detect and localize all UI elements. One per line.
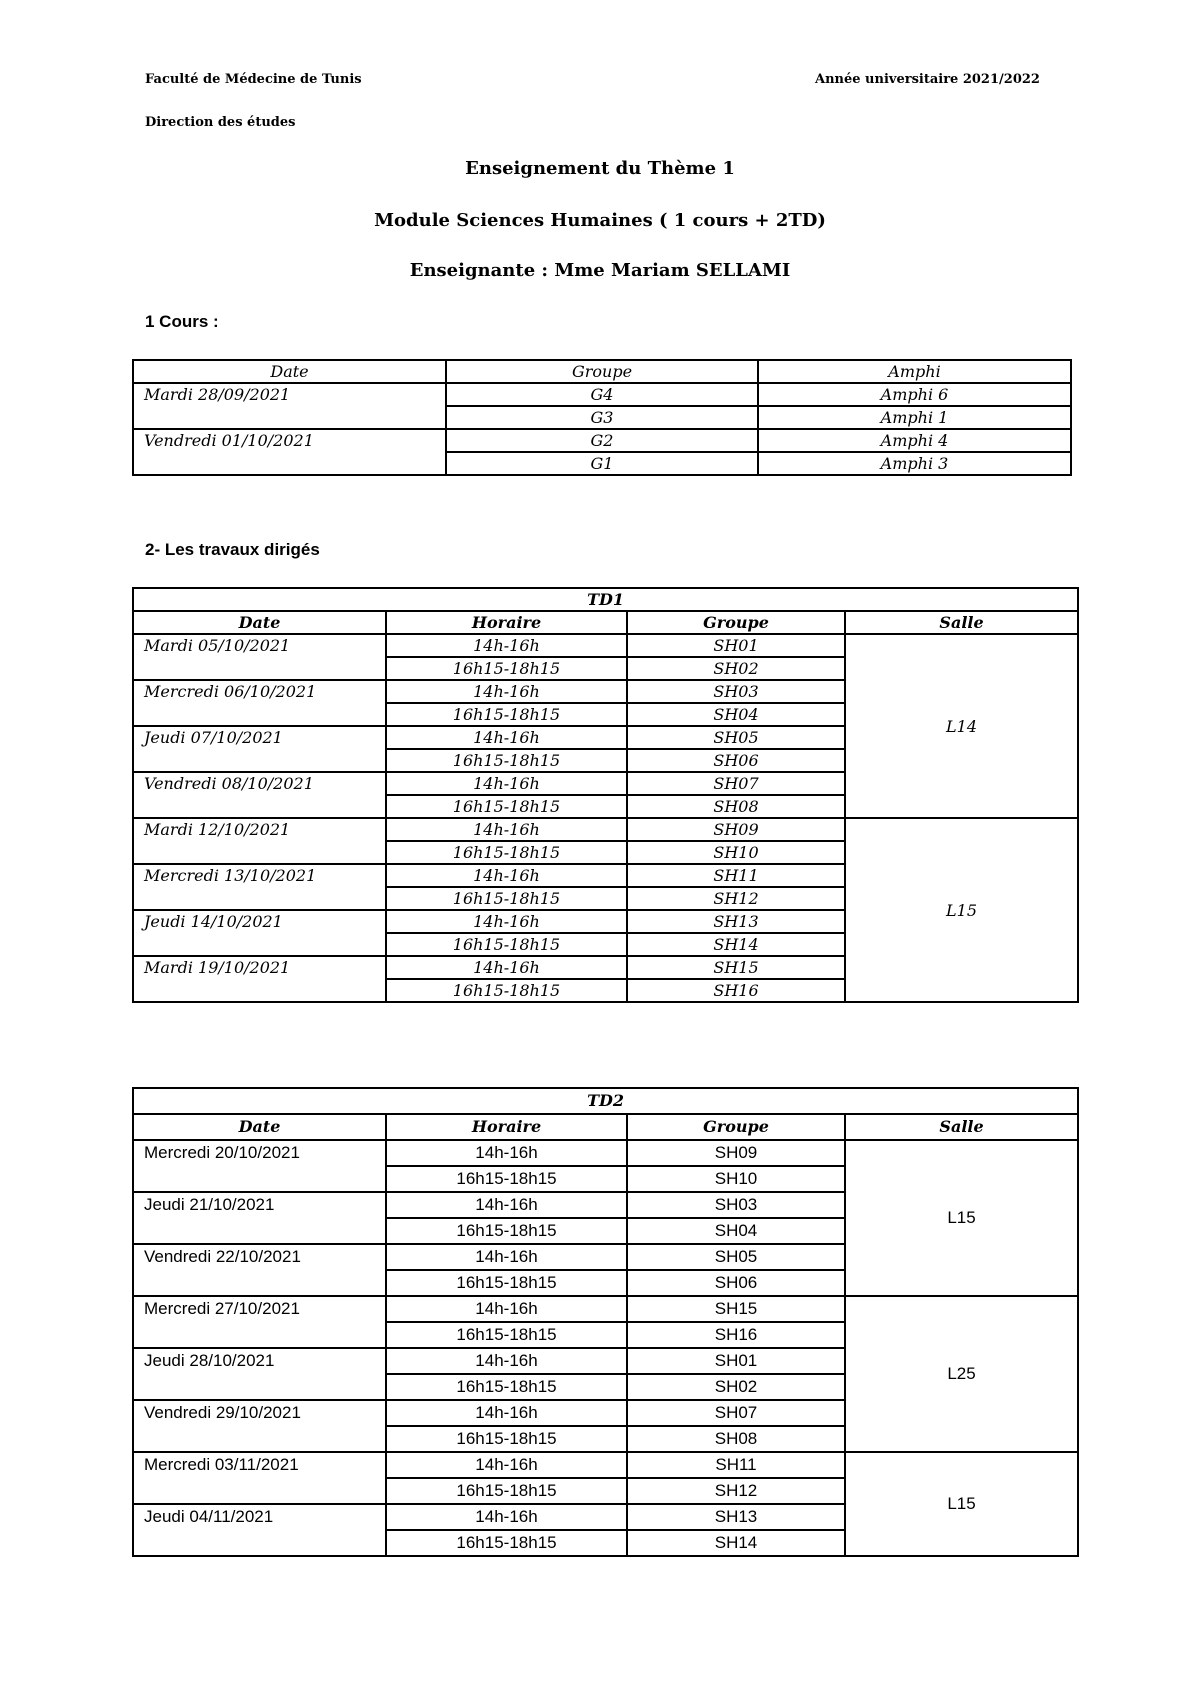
td-heading: 2- Les travaux dirigés: [145, 540, 320, 559]
horaire-cell: 14h-16h: [386, 1452, 627, 1478]
amphi-cell: Amphi 1: [758, 406, 1071, 429]
horaire-cell: 16h15-18h15: [386, 1478, 627, 1504]
groupe-cell: SH16: [627, 979, 845, 1002]
horaire-cell: 14h-16h: [386, 1348, 627, 1374]
date-cell: Mercredi 13/10/2021: [133, 864, 386, 910]
horaire-cell: 14h-16h: [386, 1244, 627, 1270]
horaire-cell: 16h15-18h15: [386, 841, 627, 864]
date-cell: Jeudi 04/11/2021: [133, 1504, 386, 1556]
date-cell: Vendredi 29/10/2021: [133, 1400, 386, 1452]
horaire-cell: 16h15-18h15: [386, 979, 627, 1002]
groupe-cell: SH13: [627, 1504, 845, 1530]
table-row: [133, 429, 1071, 452]
groupe-cell: SH04: [627, 1218, 845, 1244]
horaire-cell: 16h15-18h15: [386, 1374, 627, 1400]
groupe-cell: G1: [446, 452, 758, 475]
column-header: Groupe: [446, 360, 758, 383]
horaire-cell: 16h15-18h15: [386, 749, 627, 772]
column-header: Salle: [845, 611, 1078, 634]
groupe-cell: G3: [446, 406, 758, 429]
groupe-cell: SH04: [627, 703, 845, 726]
groupe-cell: SH09: [627, 1140, 845, 1166]
groupe-cell: SH03: [627, 1192, 845, 1218]
table-row: [133, 1140, 1078, 1166]
horaire-cell: 14h-16h: [386, 910, 627, 933]
groupe-cell: SH15: [627, 956, 845, 979]
horaire-cell: 14h-16h: [386, 726, 627, 749]
horaire-cell: 14h-16h: [386, 864, 627, 887]
td2-table: [132, 1087, 1079, 1557]
column-header: Groupe: [627, 1114, 845, 1140]
date-cell: Jeudi 07/10/2021: [133, 726, 386, 772]
table-row: [133, 1296, 1078, 1322]
theme-title: Enseignement du Thème 1: [465, 158, 735, 179]
date-cell: Vendredi 01/10/2021: [133, 429, 446, 475]
column-header: Date: [133, 1114, 386, 1140]
groupe-cell: SH08: [627, 1426, 845, 1452]
salle-cell: L14: [845, 634, 1078, 818]
groupe-cell: SH03: [627, 680, 845, 703]
horaire-cell: 16h15-18h15: [386, 657, 627, 680]
column-header: Groupe: [627, 611, 845, 634]
table-header-row: [133, 360, 1071, 383]
column-header: Horaire: [386, 1114, 627, 1140]
module-title: Module Sciences Humaines ( 1 cours + 2TD): [374, 210, 826, 231]
date-cell: Mercredi 27/10/2021: [133, 1296, 386, 1348]
date-cell: Mercredi 20/10/2021: [133, 1140, 386, 1192]
horaire-cell: 14h-16h: [386, 818, 627, 841]
amphi-cell: Amphi 4: [758, 429, 1071, 452]
column-header: Amphi: [758, 360, 1071, 383]
cours-table: [132, 359, 1072, 476]
amphi-cell: Amphi 6: [758, 383, 1071, 406]
horaire-cell: 16h15-18h15: [386, 1426, 627, 1452]
groupe-cell: SH02: [627, 657, 845, 680]
table-row: [133, 1452, 1078, 1478]
date-cell: Jeudi 28/10/2021: [133, 1348, 386, 1400]
horaire-cell: 14h-16h: [386, 772, 627, 795]
groupe-cell: SH14: [627, 933, 845, 956]
department-name: Direction des études: [145, 115, 296, 130]
date-cell: Jeudi 21/10/2021: [133, 1192, 386, 1244]
horaire-cell: 16h15-18h15: [386, 1270, 627, 1296]
groupe-cell: SH16: [627, 1322, 845, 1348]
date-cell: Mardi 12/10/2021: [133, 818, 386, 864]
horaire-cell: 14h-16h: [386, 1140, 627, 1166]
groupe-cell: SH12: [627, 1478, 845, 1504]
horaire-cell: 16h15-18h15: [386, 1530, 627, 1556]
groupe-cell: SH09: [627, 818, 845, 841]
groupe-cell: SH06: [627, 1270, 845, 1296]
horaire-cell: 16h15-18h15: [386, 887, 627, 910]
table-title-row: [133, 588, 1078, 611]
table-title: TD2: [133, 1088, 1078, 1114]
salle-cell: L25: [845, 1296, 1078, 1452]
groupe-cell: G2: [446, 429, 758, 452]
salle-cell: L15: [845, 818, 1078, 1002]
groupe-cell: G4: [446, 383, 758, 406]
groupe-cell: SH11: [627, 864, 845, 887]
amphi-cell: Amphi 3: [758, 452, 1071, 475]
horaire-cell: 16h15-18h15: [386, 1322, 627, 1348]
horaire-cell: 14h-16h: [386, 680, 627, 703]
td1-table: [132, 587, 1079, 1003]
horaire-cell: 16h15-18h15: [386, 933, 627, 956]
groupe-cell: SH10: [627, 1166, 845, 1192]
groupe-cell: SH13: [627, 910, 845, 933]
teacher-title: Enseignante : Mme Mariam SELLAMI: [409, 260, 791, 281]
column-header: Date: [133, 360, 446, 383]
date-cell: Mardi 19/10/2021: [133, 956, 386, 1002]
cours-heading: 1 Cours :: [145, 312, 219, 331]
groupe-cell: SH01: [627, 1348, 845, 1374]
groupe-cell: SH15: [627, 1296, 845, 1322]
institution-name: Faculté de Médecine de Tunis: [145, 72, 362, 87]
horaire-cell: 16h15-18h15: [386, 1166, 627, 1192]
date-cell: Mercredi 03/11/2021: [133, 1452, 386, 1504]
column-header: Salle: [845, 1114, 1078, 1140]
groupe-cell: SH05: [627, 726, 845, 749]
horaire-cell: 14h-16h: [386, 634, 627, 657]
table-title-row: [133, 1088, 1078, 1114]
horaire-cell: 14h-16h: [386, 956, 627, 979]
groupe-cell: SH08: [627, 795, 845, 818]
table-title: TD1: [133, 588, 1078, 611]
table-row: [133, 818, 1078, 841]
horaire-cell: 14h-16h: [386, 1504, 627, 1530]
horaire-cell: 16h15-18h15: [386, 703, 627, 726]
salle-cell: L15: [845, 1452, 1078, 1556]
horaire-cell: 16h15-18h15: [386, 795, 627, 818]
groupe-cell: SH12: [627, 887, 845, 910]
table-header-row: [133, 1114, 1078, 1140]
table-row: [133, 383, 1071, 406]
date-cell: Vendredi 22/10/2021: [133, 1244, 386, 1296]
groupe-cell: SH02: [627, 1374, 845, 1400]
column-header: Date: [133, 611, 386, 634]
date-cell: Jeudi 14/10/2021: [133, 910, 386, 956]
groupe-cell: SH06: [627, 749, 845, 772]
salle-cell: L15: [845, 1140, 1078, 1296]
column-header: Horaire: [386, 611, 627, 634]
groupe-cell: SH14: [627, 1530, 845, 1556]
horaire-cell: 14h-16h: [386, 1400, 627, 1426]
groupe-cell: SH11: [627, 1452, 845, 1478]
horaire-cell: 14h-16h: [386, 1192, 627, 1218]
horaire-cell: 14h-16h: [386, 1296, 627, 1322]
date-cell: Vendredi 08/10/2021: [133, 772, 386, 818]
date-cell: Mardi 28/09/2021: [133, 383, 446, 429]
horaire-cell: 16h15-18h15: [386, 1218, 627, 1244]
groupe-cell: SH01: [627, 634, 845, 657]
academic-year: Année universitaire 2021/2022: [815, 72, 1040, 87]
groupe-cell: SH10: [627, 841, 845, 864]
table-header-row: [133, 611, 1078, 634]
groupe-cell: SH07: [627, 772, 845, 795]
table-row: [133, 634, 1078, 657]
groupe-cell: SH07: [627, 1400, 845, 1426]
date-cell: Mercredi 06/10/2021: [133, 680, 386, 726]
date-cell: Mardi 05/10/2021: [133, 634, 386, 680]
groupe-cell: SH05: [627, 1244, 845, 1270]
